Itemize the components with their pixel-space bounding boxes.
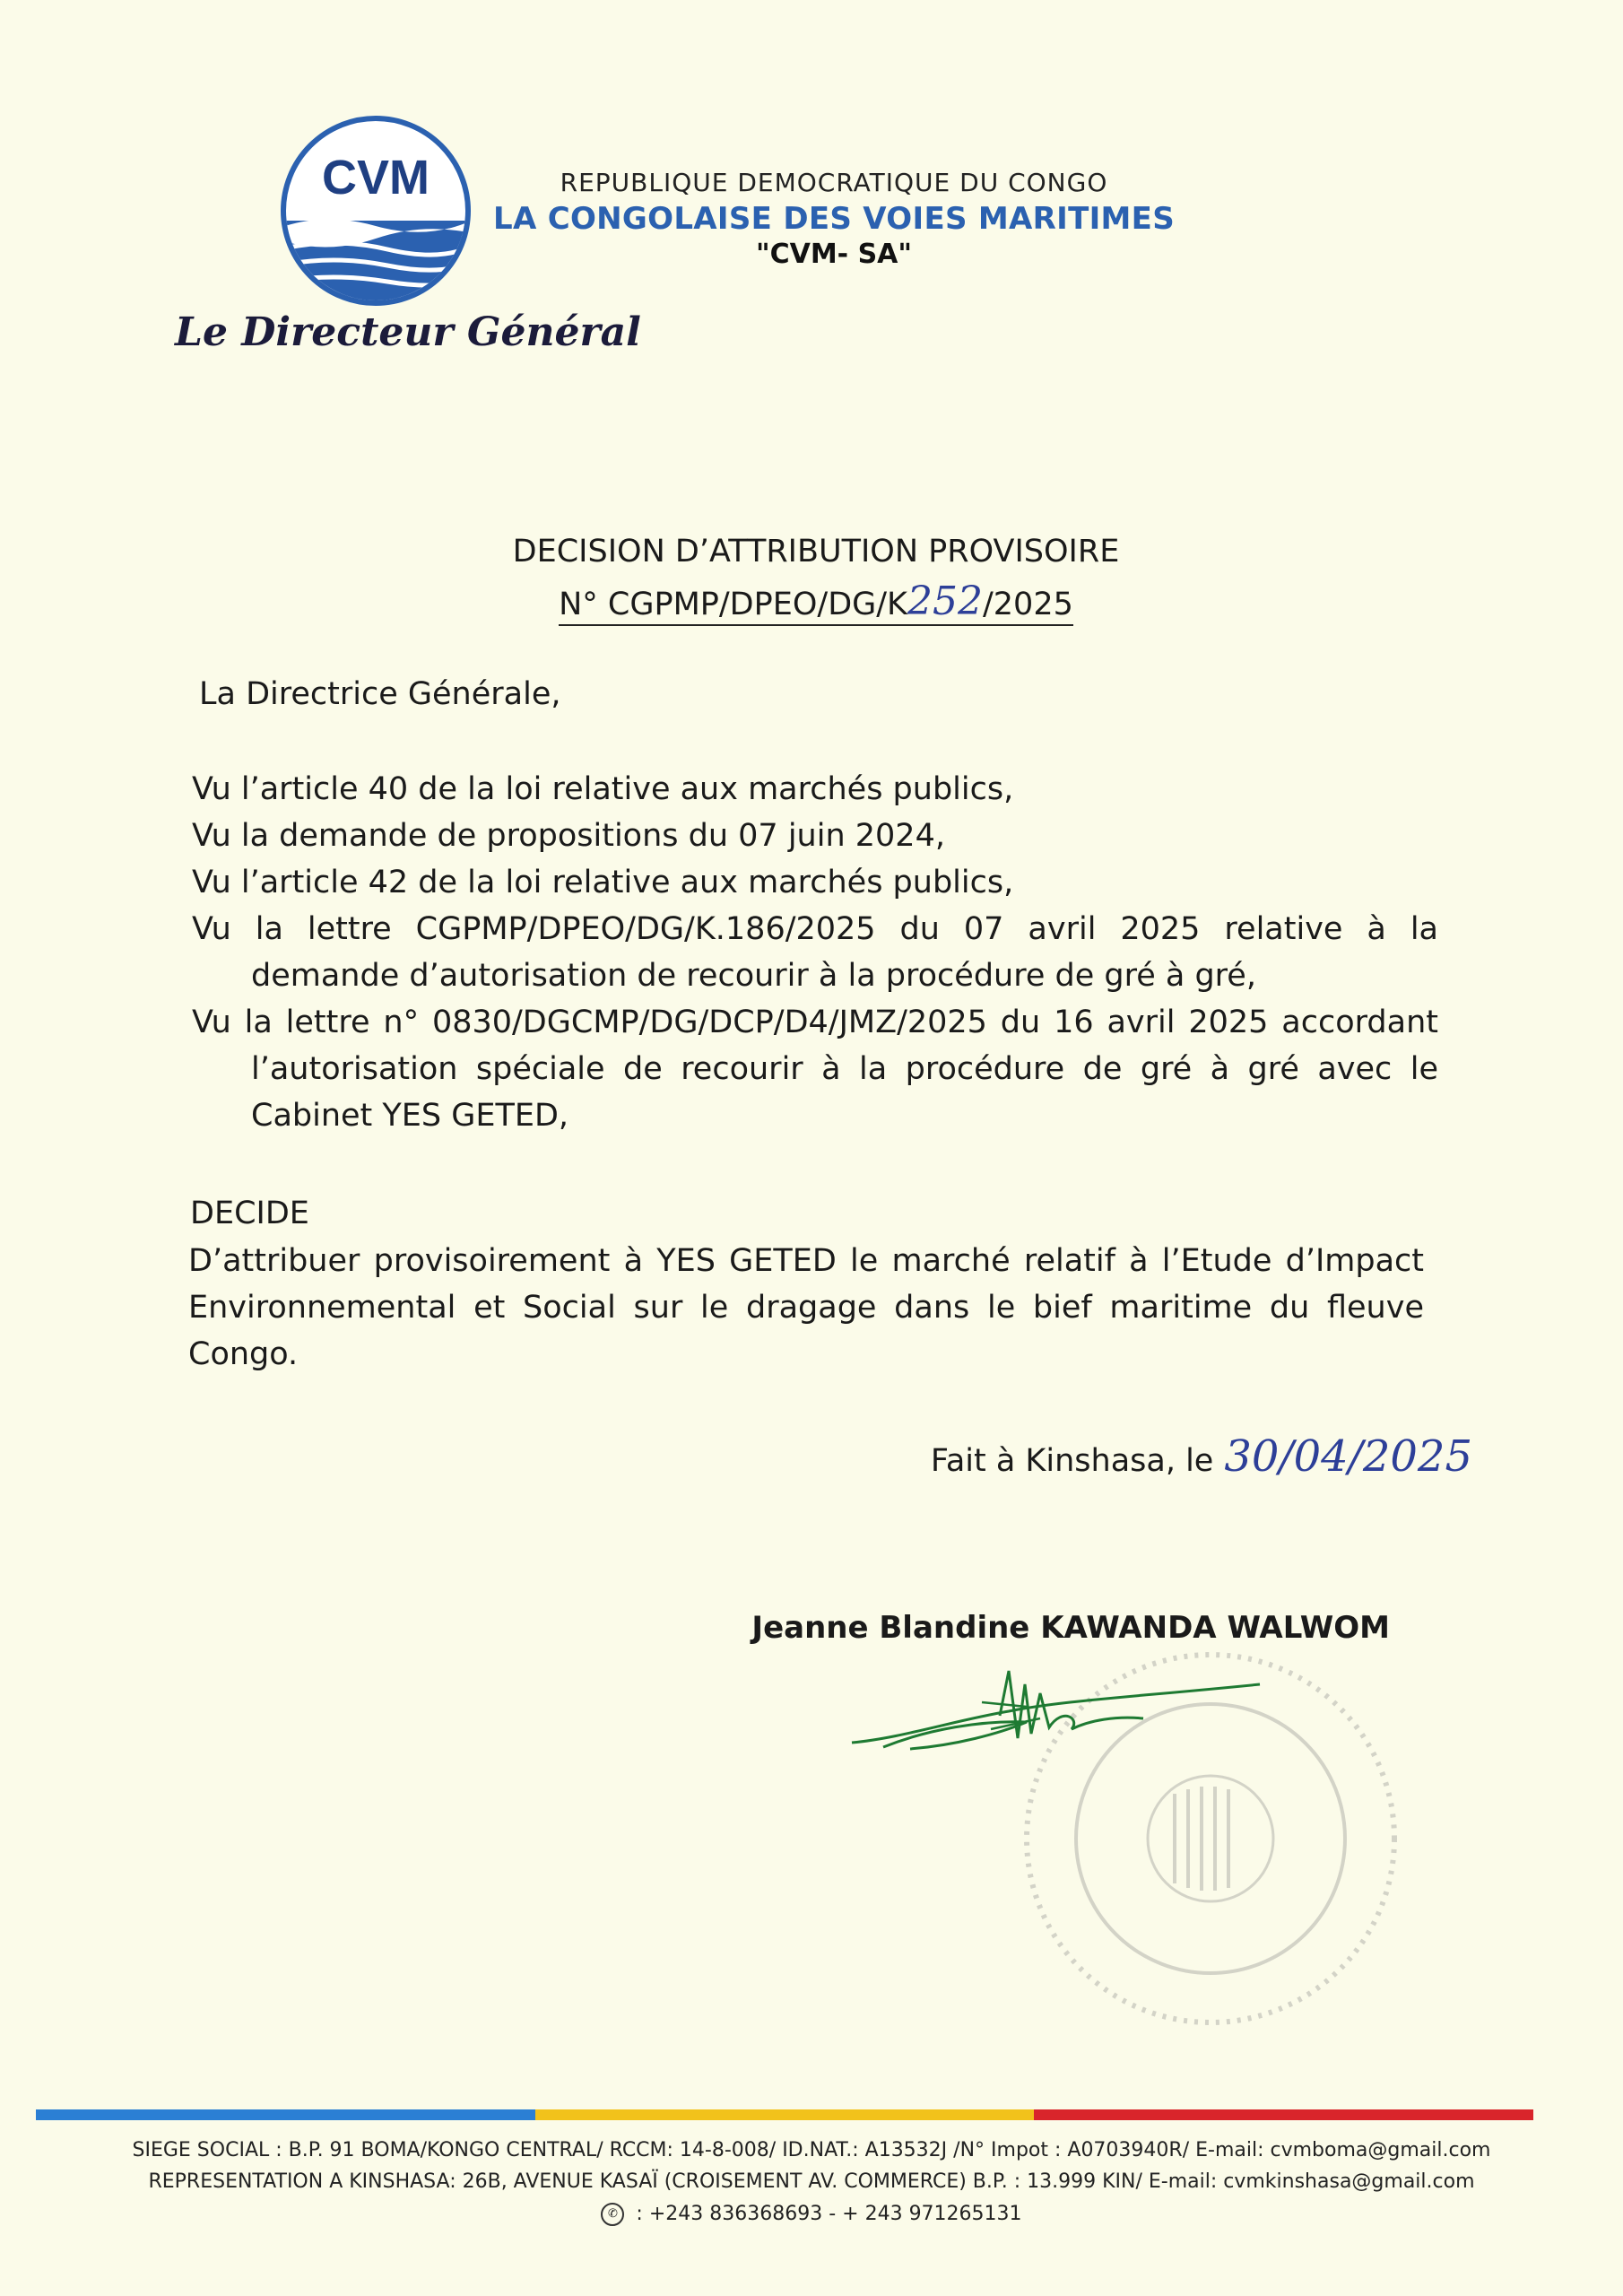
band-blue bbox=[36, 2109, 535, 2120]
footer-phone: ✆ : +243 836368693 - + 243 971265131 bbox=[36, 2203, 1587, 2226]
company-abbreviation: "CVM- SA" bbox=[755, 239, 913, 270]
list-item: Vu la lettre n° 0830/DGCMP/DG/DCP/D4/JMZ/2025 du 16 avril 2025 accordant l’autorisation spéciale de recourir à la procédure de gré à gré avec le Cabinet YES GETED, bbox=[192, 1004, 1438, 1134]
phone-icon: ✆ bbox=[601, 2203, 624, 2226]
salutation: La Directrice Générale, bbox=[199, 676, 561, 712]
tricolor-band bbox=[36, 2109, 1533, 2120]
place-and-date: Fait à Kinshasa, le 30/04/2025 bbox=[930, 1431, 1472, 1482]
list-item: Vu la demande de propositions du 07 juin 2024, bbox=[192, 818, 945, 854]
footer-kinshasa-office: REPRESENTATION A KINSHASA: 26B, AVENUE KASAÏ (CROISEMENT AV. COMMERCE) B.P. : 13.999 KIN/ E-mail: cvmkinshasa@gmail.com bbox=[148, 2170, 1475, 2193]
handwritten-date: 30/04/2025 bbox=[1224, 1431, 1472, 1482]
document-title: DECISION D’ATTRIBUTION PROVISOIRE bbox=[512, 534, 1120, 570]
company-name: LA CONGOLAISE DES VOIES MARITIMES bbox=[493, 201, 1175, 237]
list-item: Vu l’article 42 de la loi relative aux marchés publics, bbox=[192, 865, 1014, 900]
svg-text:CVM: CVM bbox=[322, 151, 430, 204]
handwritten-number: 252 bbox=[907, 578, 983, 624]
signature bbox=[847, 1666, 1269, 1765]
decision-text: D’attribuer provisoirement à YES GETED le marché relatif à l’Etude d’Impact Environnemental et Social sur le dragage dans le bief maritime du fleuve Congo. bbox=[188, 1243, 1424, 1372]
band-red bbox=[1034, 2109, 1533, 2120]
cvm-logo bbox=[280, 115, 472, 307]
director-title: Le Directeur Général bbox=[175, 309, 641, 355]
reference-number: N° CGPMP/DPEO/DG/K252/2025 bbox=[559, 578, 1073, 624]
republic-name: REPUBLIQUE DEMOCRATIQUE DU CONGO bbox=[560, 168, 1108, 197]
considerations-list bbox=[192, 766, 1438, 1139]
band-yellow bbox=[535, 2109, 1035, 2120]
footer-head-office: SIEGE SOCIAL : B.P. 91 BOMA/KONGO CENTRAL/ RCCM: 14-8-008/ ID.NAT.: A13532J /N° Impot : A0703940R/ E-mail: cvmboma@gmail.com bbox=[132, 2139, 1491, 2161]
signatory-name: Jeanne Blandine KAWANDA WALWOM bbox=[751, 1610, 1390, 1646]
list-item: Vu l’article 40 de la loi relative aux marchés publics, bbox=[192, 771, 1014, 807]
decide-heading: DECIDE bbox=[190, 1196, 309, 1231]
list-item: Vu la lettre CGPMP/DPEO/DG/K.186/2025 du 07 avril 2025 relative à la demande d’autorisation de recourir à la procédure de gré à gré, bbox=[192, 911, 1438, 994]
